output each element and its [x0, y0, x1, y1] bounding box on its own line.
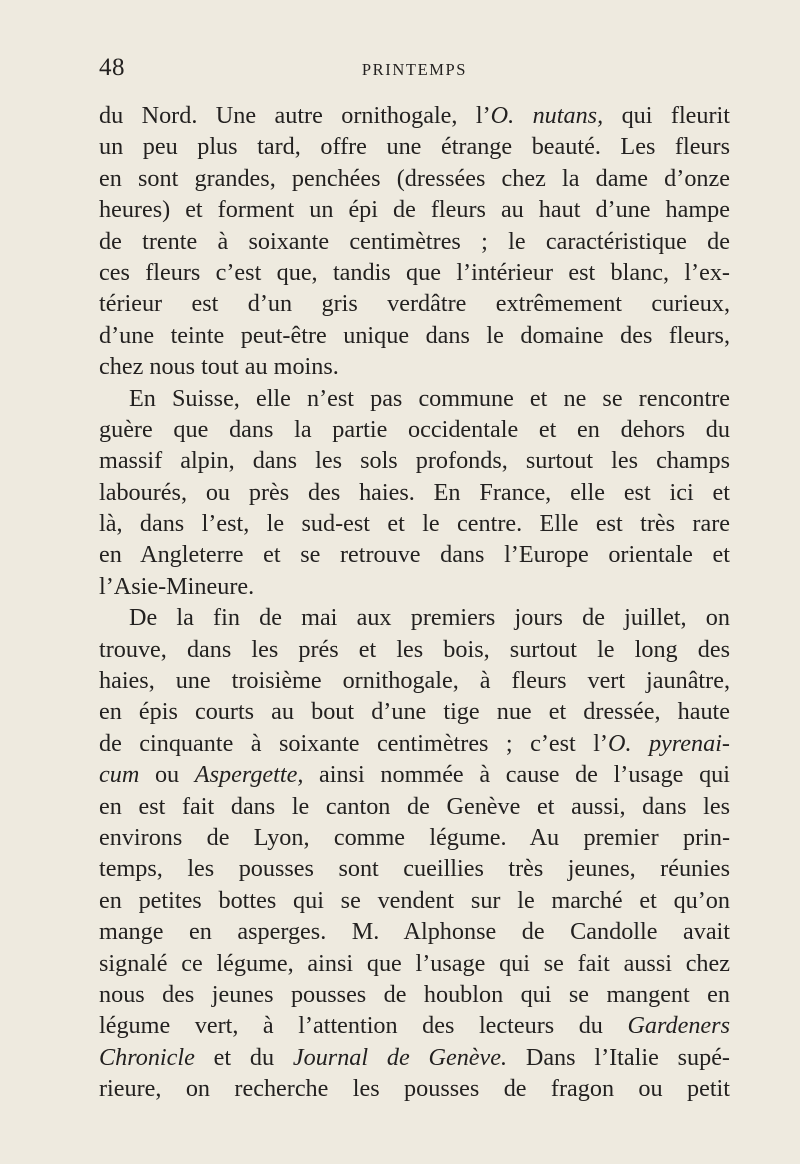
- text-line: [99, 853, 730, 884]
- italic-text: Journal de Genève.: [292, 1043, 508, 1071]
- text-segment: d’une teinte peut-être unique dans le domaine des fleurs,: [99, 321, 730, 349]
- italic-text: O. nutans,: [490, 102, 604, 129]
- text-segment: mange en asperges. M. Alphonse de Candolle avait: [99, 918, 730, 946]
- text-segment: heures) et forment un épi de fleurs au haut d’une hampe: [99, 196, 730, 224]
- italic-text: Chronicle: [99, 1043, 195, 1071]
- text-line: [99, 634, 730, 665]
- italic-text: cum: [99, 761, 140, 789]
- text-segment: En Suisse, elle n’est pas commune et ne se rencontre: [129, 384, 730, 412]
- text-segment: en petites bottes qui se vendent sur le marché et qu’on: [99, 886, 730, 914]
- text-line: [99, 1010, 730, 1041]
- text-line: [99, 1073, 730, 1104]
- text-segment: en sont grandes, penchées (dressées chez la dame d’onze: [99, 164, 730, 192]
- text-segment: massif alpin, dans les sols profonds, surtout les champs: [99, 447, 730, 475]
- text-line: [99, 1042, 730, 1073]
- running-head: PRINTEMPS: [361, 60, 468, 79]
- text-line: [99, 445, 730, 476]
- text-segment: un peu plus tard, offre une étrange beauté. Les fleurs: [99, 133, 730, 161]
- text-line: [99, 885, 730, 916]
- italic-text: Aspergette,: [194, 761, 304, 789]
- text-line: [99, 696, 730, 727]
- text-line: [99, 728, 730, 759]
- text-segment: temps, les pousses sont cueillies très jeunes, réunies: [99, 855, 730, 883]
- text-line: [99, 351, 730, 382]
- text-line: [99, 163, 730, 194]
- text-line: [99, 477, 730, 508]
- text-segment: qui fleurit: [603, 102, 730, 129]
- text-segment: l’Asie-Mineure.: [99, 572, 255, 600]
- text-line: [99, 571, 730, 602]
- text-segment: en Angleterre et se retrouve dans l’Europe orientale et: [99, 541, 730, 569]
- text-segment: chez nous tout au moins.: [99, 353, 339, 381]
- text-segment: de cinquante à soixante centimètres ; c’est l’: [99, 729, 608, 757]
- text-segment: rieure, on recherche les pousses de fragon ou petit: [99, 1075, 730, 1103]
- text-segment: du Nord. Une autre ornithogale, l’: [99, 102, 491, 129]
- text-line: [99, 665, 730, 696]
- text-segment: environs de Lyon, comme légume. Au premier prin-: [99, 823, 730, 851]
- text-segment: haies, une troisième ornithogale, à fleurs vert jaunâtre,: [99, 667, 730, 695]
- page-header: [99, 54, 730, 94]
- body-text: [99, 100, 730, 1105]
- text-line: [99, 288, 730, 319]
- text-line: [99, 257, 730, 288]
- text-line: [99, 539, 730, 570]
- text-segment: ainsi nommée à cause de l’usage qui: [303, 761, 730, 789]
- text-segment: là, dans l’est, le sud-est et le centre. Elle est très rare: [99, 510, 730, 538]
- text-segment: ou: [139, 761, 195, 789]
- text-line: [99, 602, 730, 633]
- text-line: [99, 979, 730, 1010]
- text-segment: ces fleurs c’est que, tandis que l’intérieur est blanc, l’ex-: [99, 258, 730, 286]
- text-segment: légume vert, à l’attention des lecteurs du: [99, 1012, 628, 1040]
- text-line: [99, 194, 730, 225]
- text-segment: nous des jeunes pousses de houblon qui se mangent en: [99, 980, 730, 1008]
- italic-text: Gardeners: [627, 1012, 730, 1040]
- text-segment: trouve, dans les prés et les bois, surtout le long des: [99, 635, 730, 663]
- text-segment: térieur est d’un gris verdâtre extrêmement curieux,: [99, 290, 730, 318]
- text-segment: De la fin de mai aux premiers jours de juillet, on: [129, 604, 730, 632]
- text-line: [99, 383, 730, 414]
- text-segment: et du: [194, 1043, 293, 1071]
- text-segment: en épis courts au bout d’une tige nue et dressée, haute: [99, 698, 730, 726]
- text-line: [99, 414, 730, 445]
- page-number: 48: [99, 54, 125, 81]
- text-segment: guère que dans la partie occidentale et en dehors du: [99, 415, 730, 443]
- text-line: [99, 100, 730, 131]
- text-line: [99, 759, 730, 790]
- text-line: [99, 131, 730, 162]
- text-segment: en est fait dans le canton de Genève et aussi, dans les: [99, 792, 730, 820]
- italic-text: O. pyrenai-: [607, 729, 730, 757]
- text-line: [99, 508, 730, 539]
- text-line: [99, 320, 730, 351]
- text-segment: signalé ce légume, ainsi que l’usage qui se fait aussi chez: [99, 949, 730, 977]
- text-line: [99, 822, 730, 853]
- text-segment: Dans l’Italie supé-: [507, 1043, 730, 1071]
- text-segment: de trente à soixante centimètres ; le caractéristique de: [99, 227, 730, 255]
- text-line: [99, 916, 730, 947]
- text-segment: labourés, ou près des haies. En France, elle est ici et: [99, 478, 730, 506]
- text-line: [99, 226, 730, 257]
- text-line: [99, 791, 730, 822]
- text-line: [99, 948, 730, 979]
